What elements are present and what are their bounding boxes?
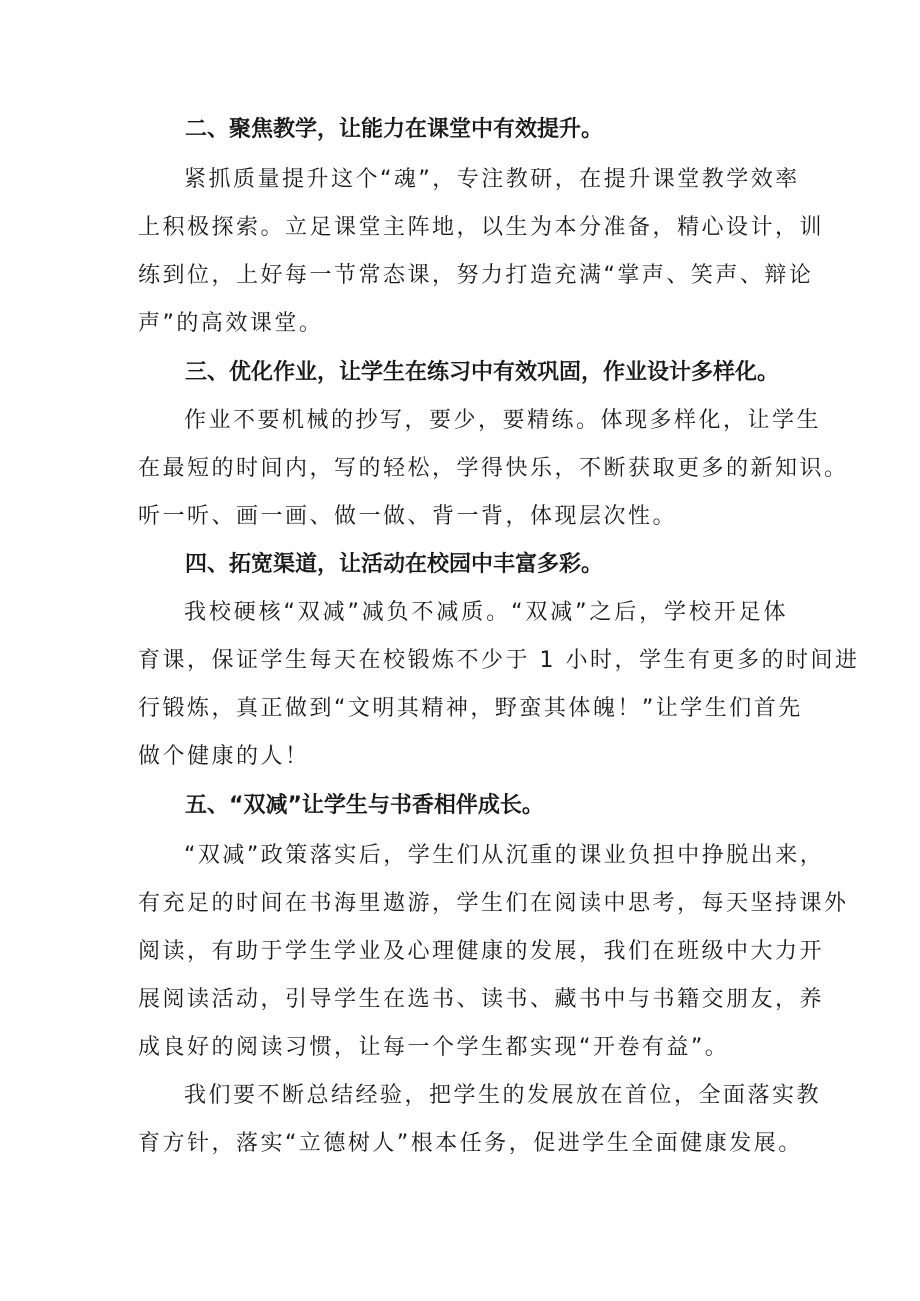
paragraph-line: 我校硬核“双减”减负不减质。“双减”之后，学校开足体 [184, 600, 788, 625]
paragraph-line: 育课，保证学生每天在校锻炼不少于 1 小时，学生有更多的时间进 [138, 648, 860, 673]
closing-paragraph [138, 1072, 822, 1168]
paragraph-line: 我们要不断总结经验，把学生的发展放在首位，全面落实教 [184, 1083, 822, 1108]
paragraph-line: “双减”政策落实后，学生们从沉重的课业负担中挣脱出来， [184, 843, 825, 868]
paragraph-line: 练到位，上好每一节常态课，努力打造充满“掌声、笑声、辩论 [138, 263, 814, 288]
paragraph-line: 做个健康的人！ [138, 744, 310, 769]
paragraph-line: 展阅读活动，引导学生在选书、读书、藏书中与书籍交朋友，养 [138, 987, 825, 1012]
section-paragraph-3 [138, 397, 849, 541]
section-paragraph-2 [138, 156, 825, 348]
paragraph-line: 阅读，有助于学生学业及心理健康的发展，我们在班级中大力开 [138, 939, 825, 964]
paragraph-line: 声”的高效课堂。 [138, 311, 324, 336]
paragraph-line: 紧抓质量提升这个“魂”，专注教研，在提升课堂教学效率 [184, 167, 800, 192]
section-heading-3: 三、优化作业，让学生在练习中有效巩固，作业设计多样化。 [185, 360, 780, 385]
section-paragraph-4 [138, 589, 860, 781]
paragraph-line: 有充足的时间在书海里遨游，学生们在阅读中思考，每天坚持课外 [138, 891, 849, 916]
section-heading-4: 四、拓宽渠道，让活动在校园中丰富多彩。 [185, 552, 604, 577]
paragraph-line: 作业不要机械的抄写，要少，要精练。体现多样化，让学生 [184, 408, 822, 433]
paragraph-line: 成良好的阅读习惯，让每一个学生都实现“开卷有益”。 [138, 1035, 730, 1060]
paragraph-line: 在最短的时间内，写的轻松，学得快乐，不断获取更多的新知识。 [138, 456, 849, 481]
paragraph-line: 育方针，落实“立德树人”根本任务，促进学生全面健康发展。 [138, 1131, 803, 1156]
section-heading-5: 五、“双减”让学生与书香相伴成长。 [185, 793, 544, 818]
paragraph-line: 行锻炼，真正做到“文明其精神，野蛮其体魄！”让学生们首先 [138, 696, 803, 721]
paragraph-line: 听一听、画一画、做一做、背一背，体现层次性。 [138, 504, 678, 529]
section-paragraph-5 [138, 832, 849, 1072]
paragraph-line: 上积极探索。立足课堂主阵地，以生为本分准备，精心设计，训 [138, 215, 825, 240]
section-heading-2: 二、聚焦教学，让能力在课堂中有效提升。 [185, 117, 604, 142]
